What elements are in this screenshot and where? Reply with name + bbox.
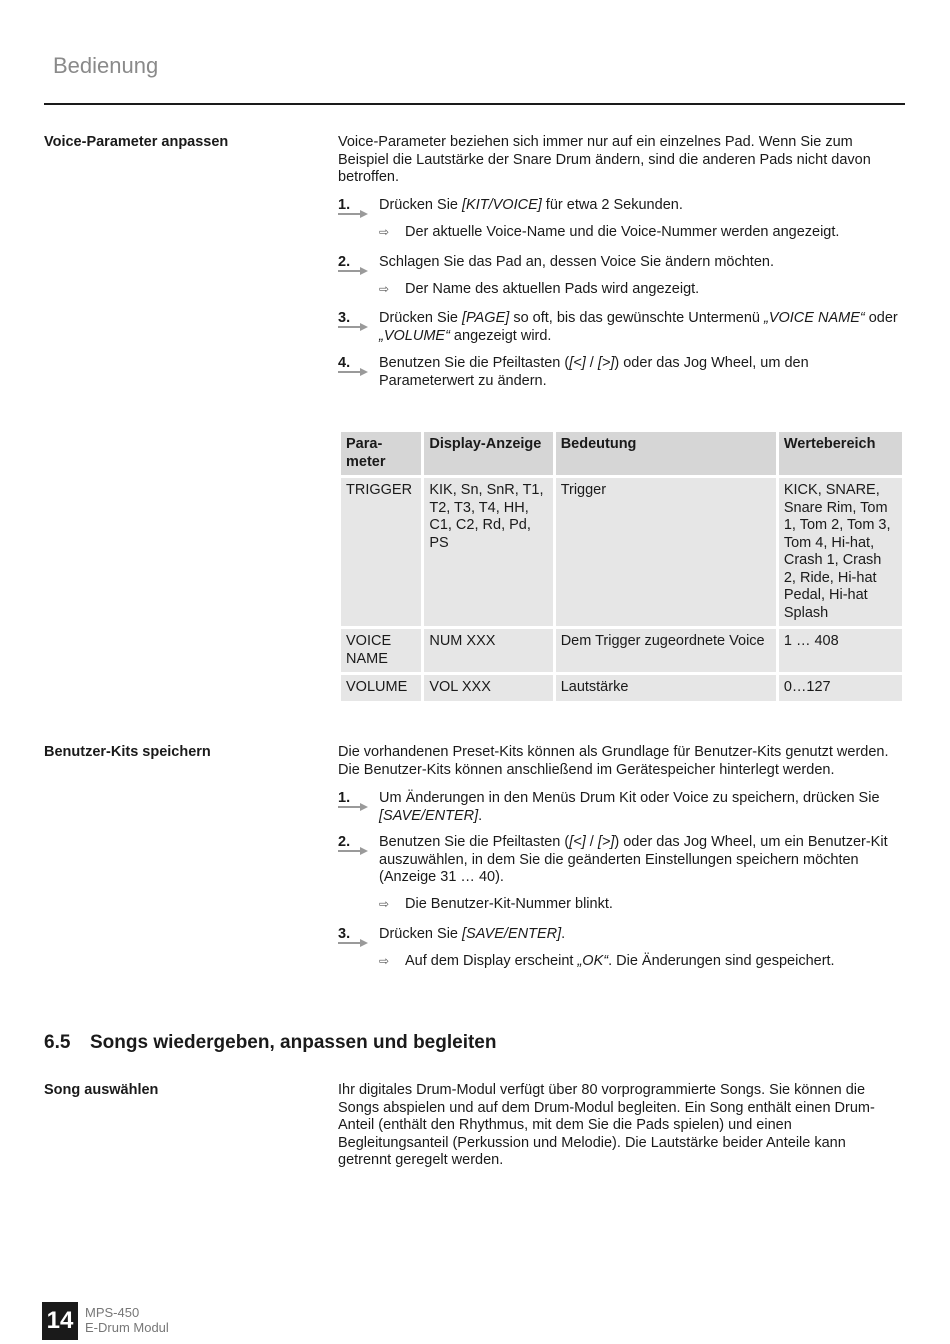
kits-step-3: 3. Drücken Sie [SAVE/ENTER]. <box>338 926 906 944</box>
column-header: Display-Anzeige <box>424 432 552 475</box>
kits-step-2: 2. Benutzen Sie die Pfeiltasten ([<] / [>]) oder das Jog Wheel, um ein Benutzer-Kit auszuwählen, in dem Sie die geänderten Einstellungen speichern möchten (Anzeige 31 … 40). <box>338 834 888 885</box>
voice-section-heading: Voice-Parameter anpassen <box>44 134 229 150</box>
table-cell: Lautstärke <box>556 675 776 701</box>
table-cell: Dem Trigger zugeordnete Voice <box>556 629 776 672</box>
step-arrow-icon <box>338 368 368 376</box>
section-title-text: Songs wiedergeben, anpassen und begleiten <box>90 1032 497 1053</box>
step-arrow-icon <box>338 803 368 811</box>
voice-step-3: 3. Drücken Sie [PAGE] so oft, bis das gewünschte Untermenü „VOICE NAME“ oder „VOLUME“ angezeigt wird. <box>338 310 898 344</box>
footer-model: MPS-450 <box>85 1305 140 1320</box>
step-number: 1. <box>338 197 374 215</box>
step-number: 2. <box>338 834 374 852</box>
voice-step-1: 1. Drücken Sie [KIT/VOICE] für etwa 2 Sekunden. <box>338 197 906 215</box>
step-number: 4. <box>338 355 374 373</box>
table-cell: KICK, SNARE, Snare Rim, Tom 1, Tom 2, Tom 3, Tom 4, Hi-hat, Crash 1, Crash 2, Ride, Hi-hat Pedal, Hi-hat Splash <box>779 478 902 626</box>
step-arrow-icon <box>338 847 368 855</box>
table-cell: 1 … 408 <box>779 629 902 672</box>
result-arrow-icon: ⇨ <box>379 954 390 968</box>
table-cell: Trigger <box>556 478 776 626</box>
songs-text: Ihr digitales Drum-Modul verfügt über 80 vorprogrammierte Songs. Sie können die Songs abspielen und auf dem Drum-Modul begleiten. Ein Song enthält einen Drum-Anteil (enthält den Rhythmus, mit dem Sie die Pads spielen) und einen Begleitungsanteil (Perkussion und Melodie). Die Lautstärke beider Anteile kann getrennt geregelt werden. <box>338 1082 875 1168</box>
step-number: 3. <box>338 926 374 944</box>
step-arrow-icon <box>338 267 368 275</box>
voice-intro: Voice-Parameter beziehen sich immer nur auf ein einzelnes Pad. Wenn Sie zum Beispiel die Lautstärke der Snare Drum ändern, sind die anderen Pads nicht davon betroffen. <box>338 134 871 185</box>
section-title <box>44 1031 496 1055</box>
kits-section-heading: Benutzer-Kits speichern <box>44 744 211 760</box>
step-arrow-icon <box>338 323 368 331</box>
footer-product-info <box>85 1305 169 1335</box>
result-arrow-icon: ⇨ <box>379 897 390 911</box>
step-arrow-icon <box>338 210 368 218</box>
page-number: 14 <box>42 1302 78 1340</box>
table-cell: VOLUME <box>341 675 421 701</box>
column-header: Bedeutung <box>556 432 776 475</box>
step-number: 3. <box>338 310 374 328</box>
table-cell: NUM XXX <box>424 629 552 672</box>
table-row <box>341 675 902 701</box>
kits-step-2-result: ⇨ Die Benutzer-Kit-Nummer blinkt. <box>379 896 613 912</box>
table-cell: TRIGGER <box>341 478 421 626</box>
table-header-row <box>341 432 902 475</box>
page-header-title: Bedienung <box>53 53 159 78</box>
footer-product: E-Drum Modul <box>85 1320 169 1335</box>
step-number: 1. <box>338 790 374 808</box>
column-header: Para-meter <box>341 432 421 475</box>
table-row <box>341 629 902 672</box>
table-cell: VOICE NAME <box>341 629 421 672</box>
table-row <box>341 478 902 626</box>
column-header: Wertebereich <box>779 432 902 475</box>
table-cell: KIK, Sn, SnR, T1, T2, T3, T4, HH, C1, C2, Rd, Pd, PS <box>424 478 552 626</box>
voice-step-2-result: ⇨ Der Name des aktuellen Pads wird angezeigt. <box>379 281 700 297</box>
table-cell: 0…127 <box>779 675 902 701</box>
header-divider <box>44 103 905 105</box>
kits-step-1: 1. Um Änderungen in den Menüs Drum Kit oder Voice zu speichern, drücken Sie [SAVE/ENTER]. <box>338 790 880 824</box>
section-number: 6.5 <box>44 1032 71 1053</box>
parameter-table <box>338 429 905 704</box>
result-arrow-icon: ⇨ <box>379 282 390 296</box>
table-cell: VOL XXX <box>424 675 552 701</box>
step-arrow-icon <box>338 939 368 947</box>
voice-step-1-result: ⇨ Der aktuelle Voice-Name und die Voice-Nummer werden angezeigt. <box>379 224 840 240</box>
kits-step-3-result: ⇨ Auf dem Display erscheint „OK“. Die Änderungen sind gespeichert. <box>379 953 835 969</box>
songs-sub-heading: Song auswählen <box>44 1082 159 1098</box>
voice-step-2: 2. Schlagen Sie das Pad an, dessen Voice Sie ändern möchten. <box>338 254 906 272</box>
voice-step-4: 4. Benutzen Sie die Pfeiltasten ([<] / [>]) oder das Jog Wheel, um den Parameterwert zu ändern. <box>338 355 809 389</box>
kits-intro: Die vorhandenen Preset-Kits können als Grundlage für Benutzer-Kits genutzt werden. Die Benutzer-Kits können anschließend im Gerätespeicher hinterlegt werden. <box>338 744 889 778</box>
result-arrow-icon: ⇨ <box>379 225 390 239</box>
step-number: 2. <box>338 254 374 272</box>
key-label: [KIT/VOICE] <box>462 197 542 213</box>
